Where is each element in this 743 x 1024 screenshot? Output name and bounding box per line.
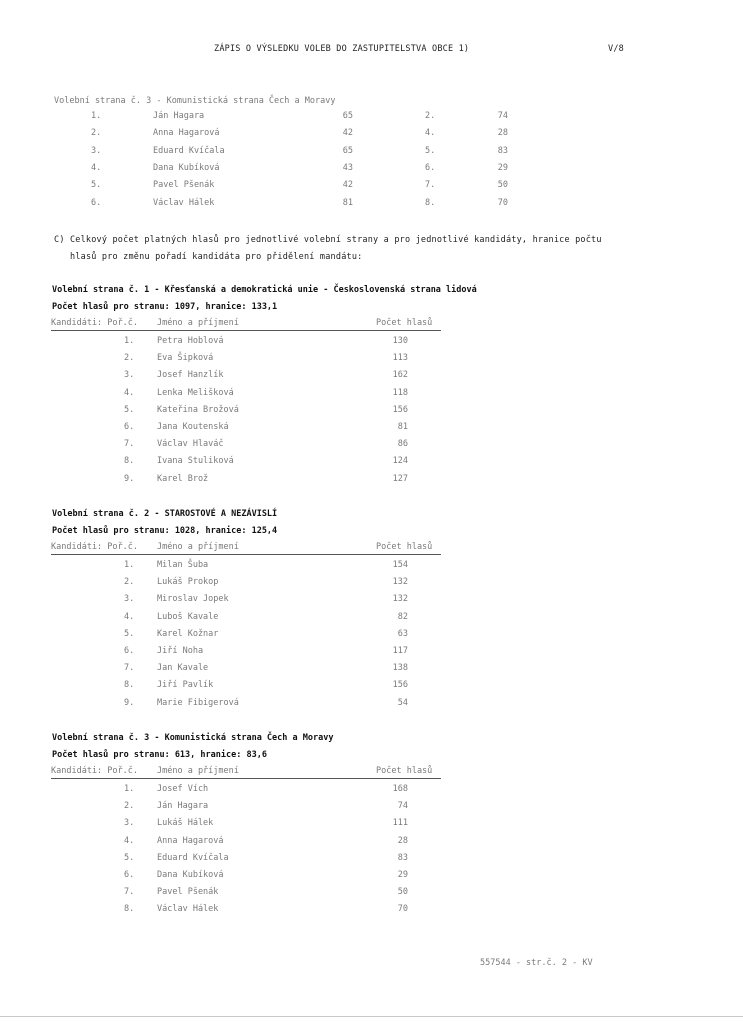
candidate-order: 1. — [124, 784, 135, 794]
candidate-votes: 81 — [397, 422, 408, 432]
candidate-votes: 130 — [392, 336, 408, 346]
candidate-votes: 168 — [392, 784, 408, 794]
candidate-row — [0, 818, 743, 832]
candidate-name: Eduard Kvíčala — [153, 145, 225, 156]
party-title: Volební strana č. 1 - Křesťanská a demokratická unie - Československá strana lidová — [52, 285, 477, 295]
candidate-votes: 156 — [392, 404, 408, 415]
candidate-order: 3. — [124, 594, 135, 605]
candidate-row — [0, 439, 743, 453]
candidate-votes: 127 — [392, 473, 408, 484]
candidate-name: Ivana Stuliková — [157, 456, 234, 467]
candidate-order: 1. — [124, 336, 135, 346]
candidate-order: 2. — [124, 801, 135, 812]
candidate-row — [0, 594, 743, 608]
top-table-row — [0, 146, 743, 160]
candidate-order: 6. — [124, 422, 135, 432]
candidate-name: Marie Fibigerová — [157, 697, 239, 708]
candidate-order: 4. — [124, 611, 135, 622]
rank-number: 7. — [425, 180, 436, 191]
footer-page-info: 557544 - str.č. 2 - KV — [480, 958, 593, 968]
rank-number: 8. — [425, 197, 436, 208]
candidate-name: Ján Hagara — [153, 111, 205, 121]
candidate-order: 5. — [124, 852, 135, 863]
row-number: 6. — [91, 197, 102, 208]
column-header-pocet: Počet hlasů — [376, 318, 433, 328]
top-table-row — [0, 180, 743, 194]
candidate-votes: 154 — [392, 560, 408, 570]
top-table-row — [0, 128, 743, 142]
candidate-name: Kateřina Brožová — [157, 404, 239, 415]
candidate-row — [0, 698, 743, 712]
candidate-row — [0, 870, 743, 884]
candidate-order: 7. — [124, 887, 135, 898]
votes-value-2: 28 — [497, 128, 508, 139]
candidate-name: Eva Šipková — [157, 353, 214, 364]
votes-value: 81 — [342, 197, 353, 208]
candidate-row — [0, 784, 743, 798]
candidate-votes: 132 — [392, 594, 408, 605]
section-c-line1: C) Celkový počet platných hlasů pro jednotlivé volební strany a pro jednotlivé kandidáty, hranice počtu — [54, 235, 602, 245]
column-header-jmeno: Jméno a příjmení — [157, 542, 239, 552]
party-subtitle: Počet hlasů pro stranu: 613, hranice: 83,6 — [52, 750, 267, 760]
candidate-name: Anna Hagarová — [153, 128, 220, 139]
candidate-name: Dana Kubíková — [153, 162, 220, 173]
candidate-name: Jan Kavale — [157, 663, 209, 674]
candidate-votes: 86 — [397, 439, 408, 450]
candidate-name: Pavel Pšenák — [153, 180, 215, 191]
candidate-name: Václav Hlaváč — [157, 439, 224, 450]
candidate-name: Josef Vích — [157, 784, 209, 794]
candidate-row — [0, 456, 743, 470]
party-title: Volební strana č. 2 - STAROSTOVÉ A NEZÁVISLÍ — [52, 509, 278, 519]
candidate-name: Lukáš Prokop — [157, 577, 219, 588]
candidate-row — [0, 422, 743, 436]
candidate-order: 2. — [124, 577, 135, 588]
candidate-row — [0, 560, 743, 574]
candidate-row — [0, 577, 743, 591]
candidate-order: 3. — [124, 370, 135, 381]
top-table-row — [0, 111, 743, 125]
candidate-order: 9. — [124, 697, 135, 708]
top-section-title: Volební strana č. 3 - Komunistická strana Čech a Moravy — [54, 96, 336, 106]
votes-value: 43 — [342, 162, 353, 173]
row-number: 4. — [91, 162, 102, 173]
row-number: 5. — [91, 180, 102, 191]
page-code: V/8 — [608, 44, 624, 54]
candidate-votes: 74 — [397, 801, 408, 812]
candidate-order: 8. — [124, 904, 135, 915]
votes-value: 42 — [342, 128, 353, 139]
candidate-name: Václav Hálek — [157, 904, 219, 915]
candidate-order: 7. — [124, 439, 135, 450]
column-header-pocet: Počet hlasů — [376, 766, 433, 776]
row-number: 2. — [91, 128, 102, 139]
candidate-votes: 83 — [397, 852, 408, 863]
candidate-row — [0, 801, 743, 815]
candidate-row — [0, 612, 743, 626]
votes-value-2: 83 — [497, 145, 508, 156]
candidate-name: Ján Hagara — [157, 801, 209, 812]
candidate-votes: 117 — [392, 646, 408, 656]
section-c-line2: hlasů pro změnu pořadí kandidáta pro přidělení mandátu: — [70, 252, 363, 262]
votes-value-2: 29 — [497, 162, 508, 173]
candidate-name: Karel Brož — [157, 473, 209, 484]
top-table-row — [0, 198, 743, 212]
candidate-row — [0, 370, 743, 384]
candidate-votes: 29 — [397, 870, 408, 880]
votes-value-2: 50 — [497, 180, 508, 191]
row-number: 1. — [91, 111, 102, 121]
column-header-row — [51, 318, 441, 331]
candidate-name: Josef Hanzlík — [157, 370, 224, 381]
column-header-kandidati: Kandidáti: Poř.č. — [51, 318, 138, 328]
column-header-kandidati: Kandidáti: Poř.č. — [51, 542, 138, 552]
candidate-votes: 138 — [392, 663, 408, 674]
rank-number: 6. — [425, 162, 436, 173]
candidate-votes: 63 — [397, 628, 408, 639]
candidate-row — [0, 646, 743, 660]
votes-value-2: 74 — [497, 111, 508, 121]
candidate-row — [0, 663, 743, 677]
candidate-order: 5. — [124, 404, 135, 415]
candidate-row — [0, 388, 743, 402]
candidate-order: 3. — [124, 818, 135, 829]
candidate-order: 4. — [124, 387, 135, 398]
candidate-name: Petra Hoblová — [157, 336, 224, 346]
candidate-votes: 70 — [397, 904, 408, 915]
candidate-row — [0, 836, 743, 850]
candidate-order: 7. — [124, 663, 135, 674]
candidate-votes: 156 — [392, 680, 408, 691]
candidate-order: 6. — [124, 870, 135, 880]
candidate-name: Lukáš Hálek — [157, 818, 214, 829]
candidate-name: Pavel Pšenák — [157, 887, 219, 898]
rank-number: 4. — [425, 128, 436, 139]
candidate-votes: 82 — [397, 611, 408, 622]
candidate-name: Dana Kubíková — [157, 870, 224, 880]
votes-value: 65 — [342, 111, 353, 121]
party-subtitle: Počet hlasů pro stranu: 1097, hranice: 133,1 — [52, 302, 278, 312]
candidate-votes: 50 — [397, 887, 408, 898]
party-subtitle: Počet hlasů pro stranu: 1028, hranice: 125,4 — [52, 526, 278, 536]
column-header-jmeno: Jméno a příjmení — [157, 766, 239, 776]
candidate-row — [0, 474, 743, 488]
candidate-order: 8. — [124, 680, 135, 691]
candidate-name: Milan Šuba — [157, 560, 209, 570]
candidate-order: 9. — [124, 473, 135, 484]
votes-value: 65 — [342, 145, 353, 156]
candidate-name: Miroslav Jopek — [157, 594, 229, 605]
candidate-votes: 28 — [397, 835, 408, 846]
votes-value-2: 70 — [497, 197, 508, 208]
candidate-row — [0, 405, 743, 419]
candidate-name: Anna Hagarová — [157, 835, 224, 846]
column-header-row — [51, 542, 441, 555]
party-title: Volební strana č. 3 - Komunistická strana Čech a Moravy — [52, 733, 334, 743]
candidate-votes: 54 — [397, 697, 408, 708]
candidate-votes: 132 — [392, 577, 408, 588]
candidate-name: Jiří Noha — [157, 646, 204, 656]
document-title: ZÁPIS O VÝSLEDKU VOLEB DO ZASTUPITELSTVA OBCE 1) — [214, 44, 470, 54]
candidate-row — [0, 680, 743, 694]
candidate-name: Jiří Pavlík — [157, 680, 214, 691]
top-table-row — [0, 163, 743, 177]
candidate-row — [0, 853, 743, 867]
candidate-row — [0, 887, 743, 901]
candidate-order: 5. — [124, 628, 135, 639]
candidate-order: 6. — [124, 646, 135, 656]
candidate-order: 1. — [124, 560, 135, 570]
candidate-name: Eduard Kvíčala — [157, 852, 229, 863]
rank-number: 2. — [425, 111, 436, 121]
candidate-votes: 111 — [392, 818, 408, 829]
candidate-row — [0, 353, 743, 367]
candidate-order: 2. — [124, 353, 135, 364]
column-header-jmeno: Jméno a příjmení — [157, 318, 239, 328]
column-header-kandidati: Kandidáti: Poř.č. — [51, 766, 138, 776]
page-bottom-edge — [0, 1016, 743, 1017]
candidate-votes: 124 — [392, 456, 408, 467]
column-header-pocet: Počet hlasů — [376, 542, 433, 552]
column-header-row — [51, 766, 441, 779]
candidate-votes: 113 — [392, 353, 408, 364]
candidate-row — [0, 629, 743, 643]
candidate-name: Václav Hálek — [153, 197, 215, 208]
candidate-order: 4. — [124, 835, 135, 846]
candidate-votes: 162 — [392, 370, 408, 381]
candidate-row — [0, 904, 743, 918]
candidate-name: Karel Kožnar — [157, 628, 219, 639]
candidate-votes: 118 — [392, 387, 408, 398]
candidate-name: Jana Koutenská — [157, 422, 229, 432]
candidate-row — [0, 336, 743, 350]
candidate-name: Lenka Melišková — [157, 387, 234, 398]
row-number: 3. — [91, 145, 102, 156]
votes-value: 42 — [342, 180, 353, 191]
candidate-order: 8. — [124, 456, 135, 467]
candidate-name: Luboš Kavale — [157, 611, 219, 622]
rank-number: 5. — [425, 145, 436, 156]
